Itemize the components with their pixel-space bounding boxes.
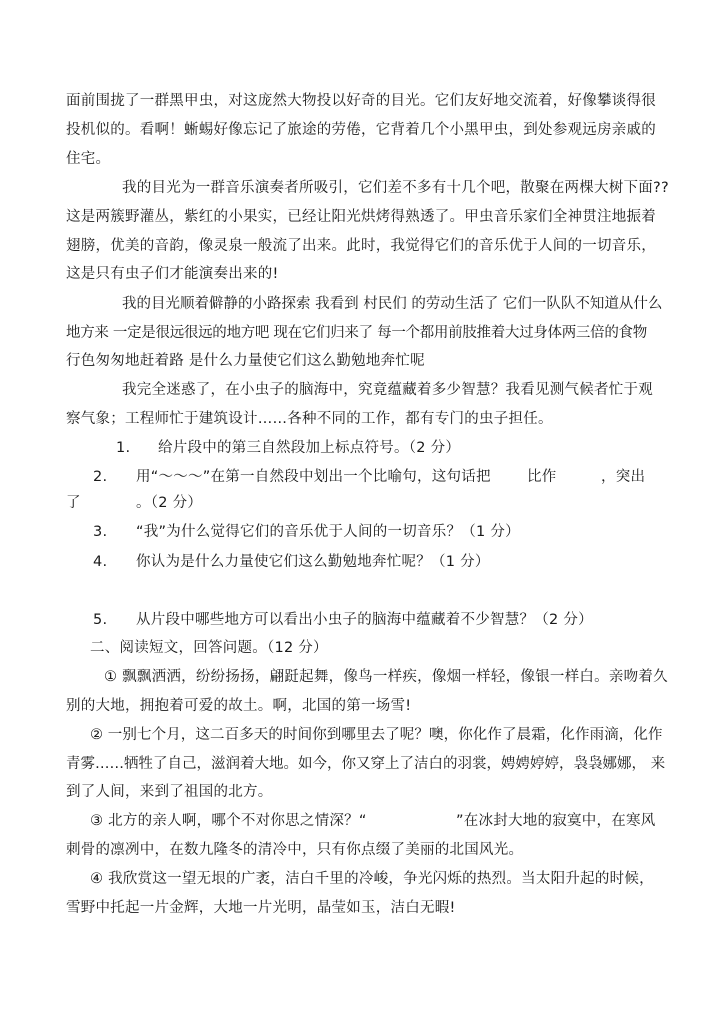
paragraph-2-line-2: 这是两簇野灌丛，紫红的小果实，已经让阳光烘烤得熟透了。甲虫音乐家们全神贯注地振着 [66,209,656,225]
paragraph-1-line-2: 投机似的。看啊！蜥蜴好像忘记了旅途的劳倦，它背着几个小黑甲虫，到处参观远房亲戚的 [66,122,656,138]
paragraph-2-line-1: 我的目光为一群音乐演奏者所吸引，它们差不多有十几个吧，散聚在两棵大树下面?? [122,180,669,196]
paragraph-3-line-3: 行色匆匆地赶着路 是什么力量使它们这么勤勉地奔忙呢 [66,353,425,369]
paragraph-4-line-1: 我完全迷惑了，在小虫子的脑海中，究竟蕴藏着多少智慧？我看见测气候者忙于观 [122,382,653,398]
question-3-number: 3. [93,524,108,540]
question-1-text: 给片段中的第三自然段加上标点符号。（2 分） [158,440,461,456]
section-2-para-3-line-2: 刺骨的凛冽中，在数九隆冬的清冷中，只有你点缀了美丽的北国风光。 [66,842,524,858]
paragraph-2-line-4: 这是只有虫子们才能演奏出来的! [66,266,279,282]
paragraph-2-line-3: 翅膀，优美的音韵，像灵泉一般流了出来。此时，我觉得它们的音乐优于人间的一切音乐， [66,238,656,254]
question-2-number: 2. [93,469,108,485]
question-4-text: 你认为是什么力量使它们这么勤勉地奔忙呢？（1 分） [136,554,490,570]
section-2-para-4-line-2: 雪野中托起一片金辉，大地一片光明，晶莹如玉，洁白无暇! [66,900,456,916]
section-2-heading: 二、阅读短文，回答问题。（12 分） [90,640,328,656]
paragraph-3-line-1: 我的目光顺着僻静的小路探索 我看到 村民们 的劳动生活了 它们一队队不知道从什么 [122,296,663,312]
question-5-number: 5. [93,612,108,628]
paragraph-4-line-2: 察气象；工程师忙于建筑设计……各种不同的工作，都有专门的虫子担任。 [66,411,553,427]
paragraph-3-line-2: 地方来 一定是很远很远的地方吧 现在它们归来了 每一个都用前肢推着大过身体两三倍的食物 [66,325,647,341]
section-2-para-4-line-1: ④ 我欣赏这一望无垠的广袤，洁白千里的冷峻，争光闪烁的热烈。当太阳升起的时候， [90,871,654,887]
question-2-text-d: 了 [66,495,81,511]
paragraph-1-line-1: 面前围拢了一群黑甲虫，对这庞然大物投以好奇的目光。它们友好地交流着，好像攀谈得很 [66,93,656,109]
question-2-text-c: ，突出 [601,469,646,485]
question-2-text-e: 。（2 分） [136,495,203,511]
section-2-para-1-line-2: 别的大地，拥抱着可爱的故土。啊，北国的第一场雪! [66,698,412,714]
question-3-text: “我”为什么觉得它们的音乐优于人间的一切音乐？（1 分） [136,524,520,540]
section-2-para-1-line-1: ① 飘飘洒洒，纷纷扬扬，翩跹起舞，像鸟一样疾，像烟一样轻，像银一样白。亲吻着久 [104,669,668,685]
section-2-para-3-line-1a: ③ 北方的亲人啊，哪个不对你思之情深？“ [90,813,367,829]
question-1-number: 1. [116,440,131,456]
question-2-text-a: 用“～～～”在第一自然段中划出一个比喻句，这句话把 [136,469,491,485]
section-2-para-2-line-2: 青雾……牺牲了自己，滋润着大地。如今，你又穿上了洁白的羽裳，娉娉婷婷，袅袅娜娜， 来 [66,756,666,772]
paragraph-1-line-3: 住宅。 [66,151,111,167]
section-2-para-2-line-3: 到了人间，来到了祖国的北方。 [66,784,273,800]
section-2-para-3-line-1b: ”在冰封大地的寂寞中，在寒风 [456,813,656,829]
question-2-text-b: 比作 [527,469,557,485]
question-4-number: 4. [93,554,108,570]
section-2-para-2-line-1: ② 一别七个月，这二百多天的时间你到哪里去了呢？噢，你化作了晨霜，化作雨滴，化作 [90,727,663,743]
question-5-text: 从片段中哪些地方可以看出小虫子的脑海中蕴藏着不少智慧？（2 分） [136,612,593,628]
